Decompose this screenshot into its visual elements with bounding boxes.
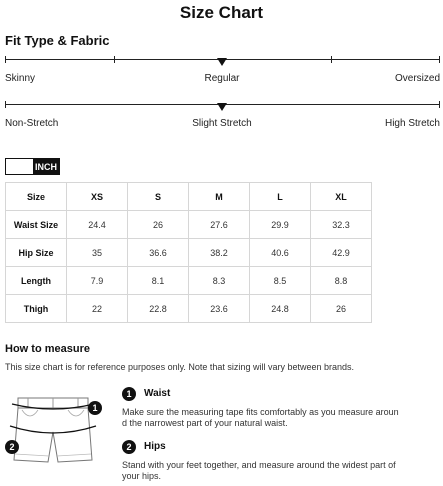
table-cell: 29.9 [250,211,311,239]
fit-label-regular: Regular [204,73,240,84]
fit-label-oversized: Oversized [394,73,440,84]
step-title-waist: Waist [144,388,171,399]
step-number-badge: 2 [122,440,136,454]
table-cell: 22 [67,295,128,323]
table-cell: 23.6 [189,295,250,323]
step-text-waist-line2: d the narrowest part of your natural waist. [122,418,288,428]
table-cell: 24.4 [67,211,128,239]
table-row-label: Hip Size [6,239,67,267]
fit-scale-tick [439,56,440,63]
table-header-cell: XS [67,183,128,211]
table-header-cell: M [189,183,250,211]
waist-marker-icon: 1 [88,401,102,415]
table-cell: 36.6 [128,239,189,267]
table-cell: 8.1 [128,267,189,295]
table-cell: 26 [128,211,189,239]
table-cell: 22.8 [128,295,189,323]
stretch-label-high-stretch: High Stretch [384,118,440,129]
table-row [6,211,372,239]
stretch-scale-marker [217,103,227,111]
stretch-label-non-stretch: Non-Stretch [5,118,59,129]
stretch-scale-tick [5,101,6,108]
fit-scale-tick [114,56,115,63]
table-row-label: Waist Size [6,211,67,239]
step-text-hips-line1: Stand with your feet together, and measure around the widest part of [122,460,396,470]
page-title: Size Chart [179,3,264,22]
table-header-cell: L [250,183,311,211]
fit-scale-tick [331,56,332,63]
table-cell: 7.9 [67,267,128,295]
table-cell: 26 [311,295,372,323]
how-to-measure-heading: How to measure [5,343,90,355]
fit-scale-tick [5,56,6,63]
unit-option-cm[interactable] [6,159,33,174]
table-cell: 8.8 [311,267,372,295]
how-to-measure-note: This size chart is for reference purposes only. Note that sizing will vary between brands. [5,362,354,372]
table-cell: 38.2 [189,239,250,267]
table-header-cell: XL [311,183,372,211]
step-number-badge: 1 [122,387,136,401]
table-row-label: Thigh [6,295,67,323]
table-cell: 32.3 [311,211,372,239]
table-cell: 24.8 [250,295,311,323]
table-cell: 42.9 [311,239,372,267]
table-row [6,295,372,323]
stretch-scale-tick [439,101,440,108]
table-row [6,267,372,295]
stretch-label-slight-stretch: Slight Stretch [192,118,252,129]
fit-section-heading: Fit Type & Fabric [5,33,110,48]
hips-marker-icon: 2 [5,440,19,454]
unit-toggle[interactable] [5,158,60,175]
step-text-hips-line2: your hips. [122,471,162,481]
table-cell: 27.6 [189,211,250,239]
unit-option-inch[interactable]: INCH [33,159,59,174]
table-cell: 8.3 [189,267,250,295]
fit-label-skinny: Skinny [5,73,36,84]
table-header-row [6,183,372,211]
table-cell: 40.6 [250,239,311,267]
table-row [6,239,372,267]
table-cell: 8.5 [250,267,311,295]
size-table [5,182,372,323]
shorts-illustration [4,388,104,478]
fit-scale-marker [217,58,227,66]
table-header-cell: Size [6,183,67,211]
table-row-label: Length [6,267,67,295]
step-title-hips: Hips [144,441,166,452]
step-text-waist-line1: Make sure the measuring tape fits comfortably as you measure aroun [122,407,399,417]
table-header-cell: S [128,183,189,211]
table-cell: 35 [67,239,128,267]
